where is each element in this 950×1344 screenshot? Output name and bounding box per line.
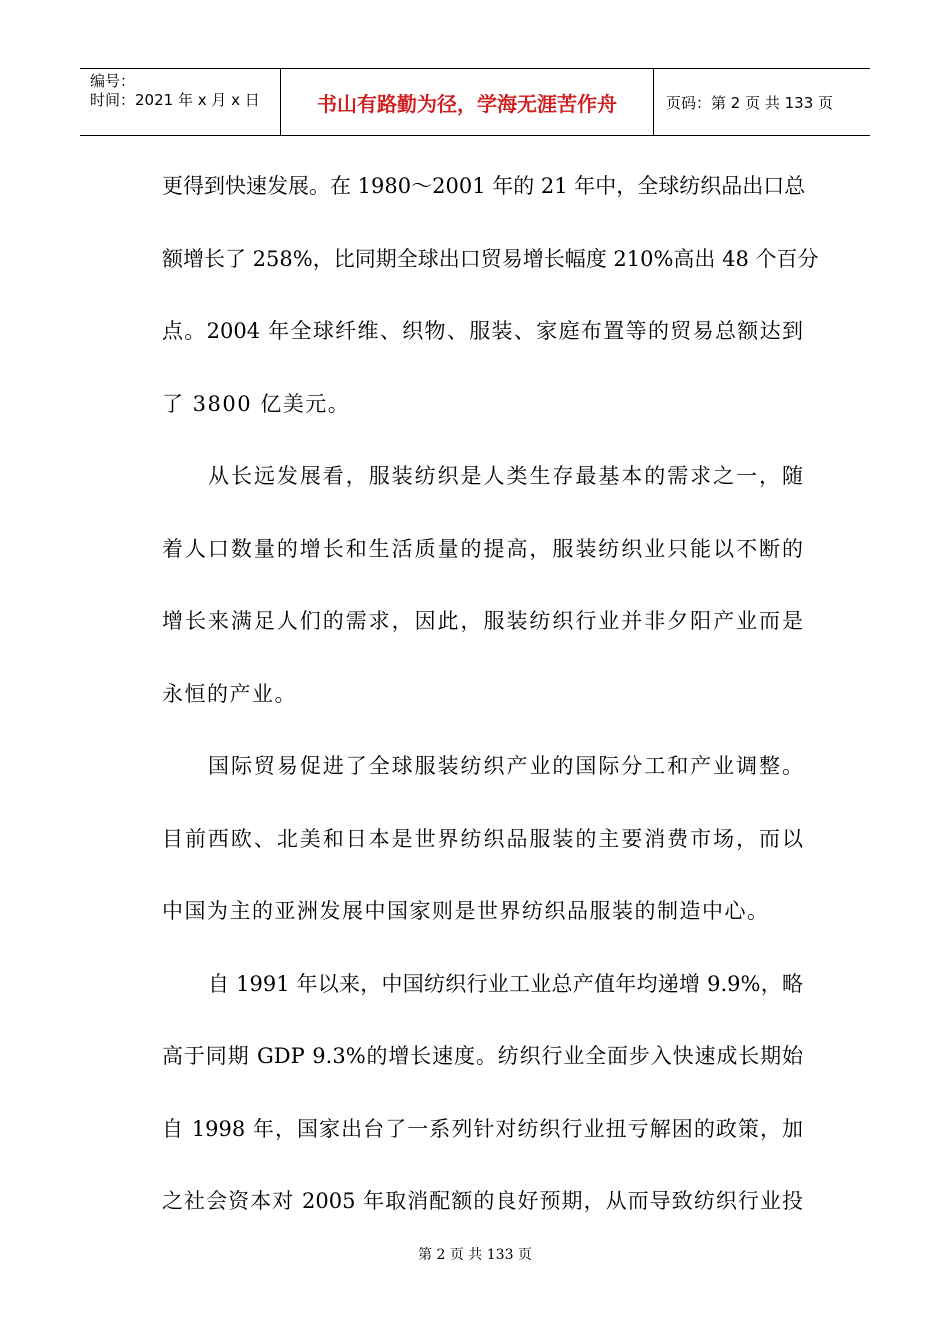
text-line: 点。2004 年全球纤维、织物、服装、家庭布置等的贸易总额达到 xyxy=(162,319,803,343)
header-page-cell xyxy=(654,69,870,135)
text-line: 目前西欧、北美和日本是世界纺织品服装的主要消费市场，而以 xyxy=(162,826,803,851)
paragraph-first-line: 国际贸易促进了全球服装纺织产业的国际分工和产业调整。 xyxy=(208,754,803,778)
text-line: 增长来满足人们的需求，因此，服装纺织行业并非夕阳产业而是 xyxy=(162,609,803,633)
text-line: 高于同期 GDP 9.3%的增长速度。纺织行业全面步入快速成长期始 xyxy=(162,1044,803,1068)
document-body xyxy=(162,150,819,1238)
text-line: 更得到快速发展。在 1980～2001 年的 21 年中，全球纺织品出口总 xyxy=(162,174,806,198)
header-meta-cell xyxy=(80,69,281,135)
document-date: 时间：2021 年 x 月 x 日 xyxy=(90,91,260,109)
paragraph-first-line: 自 1991 年以来，中国纺织行业工业总产值年均递增 9.9%，略 xyxy=(208,971,803,996)
text-line: 之社会资本对 2005 年取消配额的良好预期，从而导致纺织行业投 xyxy=(162,1189,803,1213)
document-header xyxy=(80,68,870,136)
text-line: 中国为主的亚洲发展中国家则是世界纺织品服装的制造中心。 xyxy=(162,899,770,923)
document-number-label: 编号： xyxy=(90,72,136,90)
text-line: 永恒的产业。 xyxy=(162,681,297,706)
header-motto: 书山有路勤为径，学海无涯苦作舟 xyxy=(317,91,617,116)
text-line: 着人口数量的增长和生活质量的提高，服装纺织业只能以不断的 xyxy=(162,536,803,561)
page-footer: 第 2 页 共 133 页 xyxy=(418,1247,532,1263)
header-page-info: 页码：第 2 页 共 133 页 xyxy=(666,93,834,112)
text-line: 自 1998 年，国家出台了一系列针对纺织行业扭亏解困的政策，加 xyxy=(162,1116,803,1141)
text-line: 了 3800 亿美元。 xyxy=(162,391,351,416)
paragraph-first-line: 从长远发展看，服装纺织是人类生存最基本的需求之一，随 xyxy=(208,464,803,488)
text-line: 额增长了 258%，比同期全球出口贸易增长幅度 210%高出 48 个百分 xyxy=(162,246,819,271)
header-motto-cell xyxy=(281,69,654,135)
